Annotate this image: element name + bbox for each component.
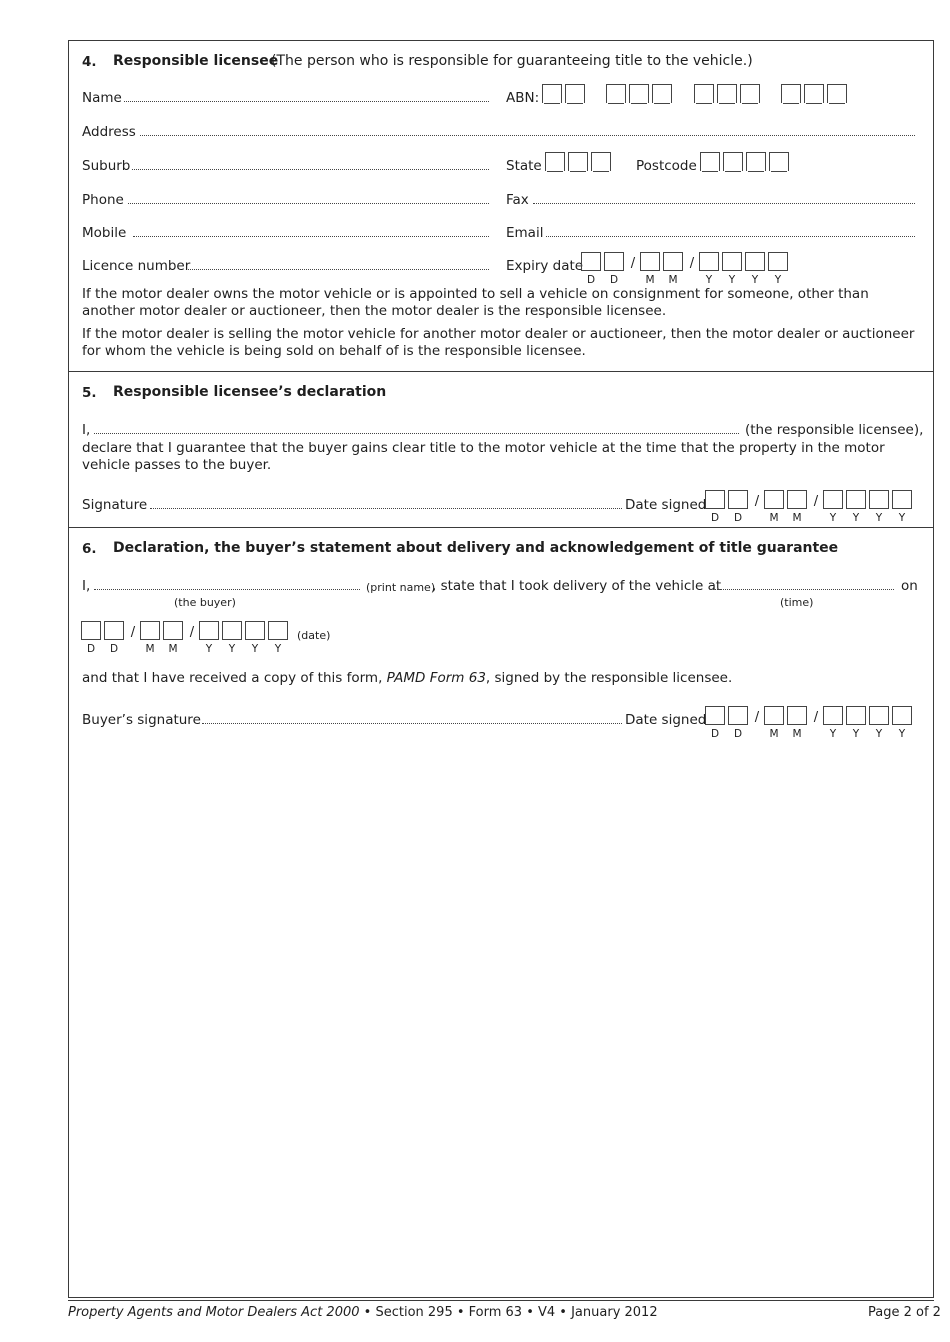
abn-boxes[interactable]	[542, 84, 850, 104]
licence-label: Licence number	[82, 258, 191, 274]
signature-label: Signature	[82, 497, 148, 513]
footer-rule	[68, 1300, 934, 1301]
responsible-licensee-name-field[interactable]	[94, 433, 739, 434]
section4-number: 4.	[82, 54, 97, 70]
address-field[interactable]	[140, 135, 915, 136]
delivery-time-field[interactable]	[710, 589, 894, 590]
abn-label: ABN:	[506, 90, 540, 106]
mobile-label: Mobile	[82, 225, 127, 241]
name-field[interactable]	[124, 101, 489, 102]
on-label: on	[901, 578, 918, 594]
took-delivery-text: , state that I took delivery of the vehicle at	[432, 578, 722, 594]
email-field[interactable]	[546, 236, 915, 237]
s6-i-label: I,	[82, 578, 91, 594]
expiry-label: Expiry date	[506, 258, 584, 274]
received-prefix: and that I have received a copy of this form,	[82, 670, 383, 686]
buyer-signature-label: Buyer’s signature	[82, 712, 201, 728]
s5-i-label: I,	[82, 422, 91, 438]
received-copy-text	[82, 672, 732, 686]
suburb-field[interactable]	[132, 169, 489, 170]
print-name-label: (print name)	[366, 581, 436, 594]
section5-title: Responsible licensee’s declaration	[113, 384, 387, 400]
the-buyer-label: (the buyer)	[174, 596, 236, 609]
section4-subtitle: (The person who is responsible for guaranteeing title to the vehicle.)	[271, 53, 753, 69]
declaration-text: declare that I guarantee that the buyer gains clear title to the motor vehicle at the time that the property in the motor vehicle passes to the buyer.	[82, 440, 885, 473]
section6-number: 6.	[82, 541, 97, 557]
phone-label: Phone	[82, 192, 124, 208]
note-other-dealer: If the motor dealer is selling the motor vehicle for another motor dealer or auctioneer, then the motor dealer or auctioneer for whom the vehicle is being sold on behalf of is the responsible licensee.	[82, 326, 915, 359]
received-suffix: , signed by the responsible licensee.	[485, 670, 733, 686]
postcode-boxes[interactable]	[700, 152, 792, 172]
responsible-licensee-suffix: (the responsible licensee),	[745, 422, 924, 438]
fax-label: Fax	[506, 192, 529, 208]
footer-reference	[68, 1306, 658, 1319]
name-label: Name	[82, 90, 122, 106]
buyer-signature-field[interactable]	[202, 723, 622, 724]
s6-date-boxes[interactable]: / / D D M M Y Y Y Y	[705, 706, 915, 739]
section5-number: 5.	[82, 385, 97, 401]
postcode-label: Postcode	[636, 158, 697, 174]
footer-act: Property Agents and Motor Dealers Act 2000	[68, 1305, 360, 1320]
note-owner: If the motor dealer owns the motor vehicle or is appointed to sell a vehicle on consignment for someone, other than another motor dealer or auctioneer, then the motor dealer is the responsible licensee.	[82, 286, 869, 319]
s6-date-signed-label: Date signed	[625, 712, 707, 728]
form-frame	[68, 40, 934, 1298]
section4-title: Responsible licensee	[113, 53, 279, 69]
delivery-date-boxes[interactable]: / / D D M M Y Y Y Y	[81, 621, 291, 654]
section-divider-6	[68, 527, 934, 528]
buyer-name-field[interactable]	[94, 589, 360, 590]
address-label: Address	[82, 124, 136, 140]
form-name: PAMD Form 63	[386, 670, 486, 686]
state-label: State	[506, 158, 542, 174]
licence-field[interactable]	[188, 269, 489, 270]
time-label: (time)	[780, 596, 814, 609]
mobile-field[interactable]	[133, 236, 489, 237]
fax-field[interactable]	[533, 203, 915, 204]
email-label: Email	[506, 225, 544, 241]
footer-page: Page 2 of 2	[868, 1305, 941, 1320]
signature-field[interactable]	[150, 508, 622, 509]
s5-date-signed-label: Date signed	[625, 497, 707, 513]
footer-details: • Section 295 • Form 63 • V4 • January 2012	[363, 1305, 658, 1320]
section-divider-5	[68, 371, 934, 372]
suburb-label: Suburb	[82, 158, 131, 174]
state-boxes[interactable]	[545, 152, 614, 172]
s5-date-boxes[interactable]: / / D D M M Y Y Y Y	[705, 490, 915, 523]
section6-title: Declaration, the buyer’s statement about delivery and acknowledgement of title guarantee	[113, 540, 839, 556]
date-label: (date)	[297, 629, 331, 642]
phone-field[interactable]	[128, 203, 489, 204]
expiry-date-boxes[interactable]: / / D D M M Y Y Y Y	[581, 252, 791, 285]
